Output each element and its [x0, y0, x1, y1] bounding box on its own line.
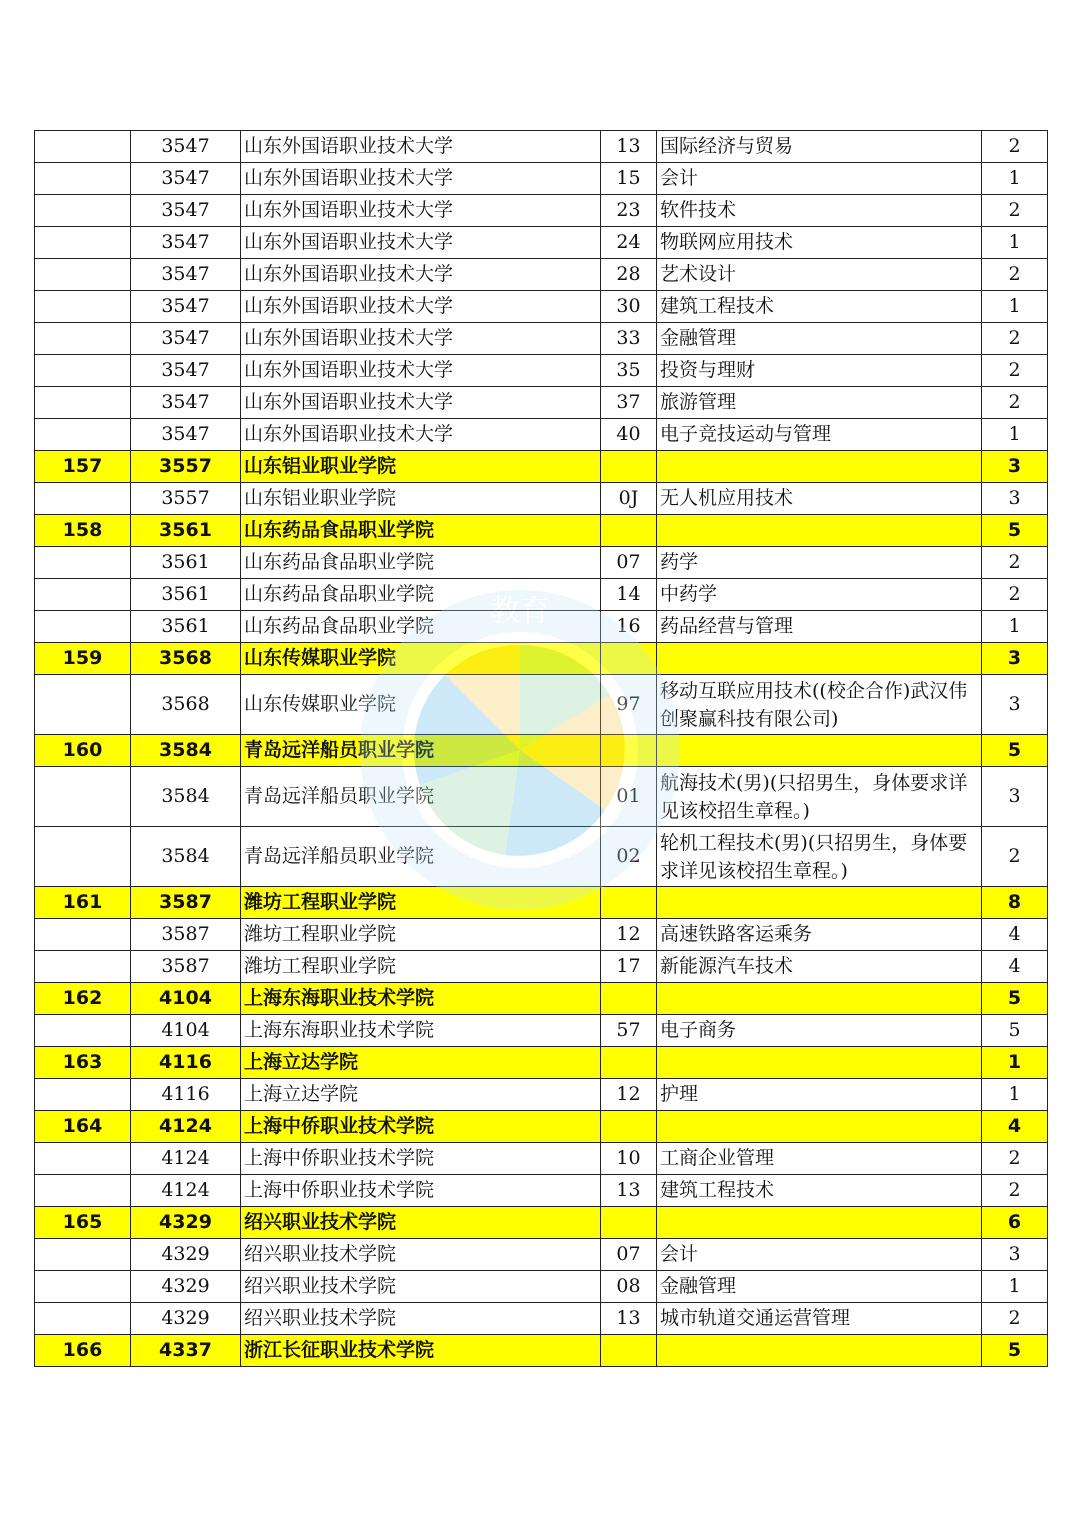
cell-school-code: 3587 [131, 919, 241, 951]
cell-school-code: 4124 [131, 1143, 241, 1175]
cell-school-code: 3547 [131, 227, 241, 259]
cell-major-code: 37 [601, 387, 657, 419]
cell-school-code: 3547 [131, 323, 241, 355]
cell-major-code [601, 887, 657, 919]
cell-school-code: 3568 [131, 643, 241, 675]
cell-seq [35, 547, 131, 579]
cell-count: 1 [982, 1271, 1048, 1303]
cell-school-name: 山东外国语职业技术大学 [241, 419, 601, 451]
cell-major-code: 17 [601, 951, 657, 983]
cell-school-name: 山东铝业职业学院 [241, 483, 601, 515]
cell-major-name: 电子竞技运动与管理 [657, 419, 982, 451]
cell-major-name [657, 451, 982, 483]
cell-school-code: 3557 [131, 451, 241, 483]
cell-seq [35, 1079, 131, 1111]
cell-major-name: 药品经营与管理 [657, 611, 982, 643]
table-row [35, 195, 1048, 227]
cell-count: 2 [982, 579, 1048, 611]
cell-school-code: 4329 [131, 1271, 241, 1303]
cell-major-code: 12 [601, 919, 657, 951]
school-group-row [35, 643, 1048, 675]
cell-school-name: 青岛远洋船员职业学院 [241, 735, 601, 767]
cell-count: 4 [982, 1111, 1048, 1143]
cell-major-code: 0J [601, 483, 657, 515]
cell-major-name: 艺术设计 [657, 259, 982, 291]
school-group-row [35, 983, 1048, 1015]
cell-major-code [601, 643, 657, 675]
cell-school-name: 上海东海职业技术学院 [241, 983, 601, 1015]
cell-school-code: 4124 [131, 1175, 241, 1207]
cell-count: 4 [982, 919, 1048, 951]
cell-count: 5 [982, 1015, 1048, 1047]
cell-school-name: 潍坊工程职业学院 [241, 919, 601, 951]
cell-count: 1 [982, 1047, 1048, 1079]
cell-count: 3 [982, 643, 1048, 675]
cell-school-code: 3557 [131, 483, 241, 515]
cell-school-code: 3584 [131, 735, 241, 767]
cell-major-name: 航海技术(男)(只招男生，身体要求详见该校招生章程。) [657, 767, 982, 827]
cell-count: 1 [982, 227, 1048, 259]
table-row [35, 483, 1048, 515]
cell-major-code: 07 [601, 1239, 657, 1271]
cell-count: 8 [982, 887, 1048, 919]
table-row [35, 827, 1048, 887]
cell-major-code [601, 515, 657, 547]
cell-count: 2 [982, 1303, 1048, 1335]
cell-seq: 159 [35, 643, 131, 675]
table-row [35, 419, 1048, 451]
cell-school-name: 山东外国语职业技术大学 [241, 387, 601, 419]
table-row [35, 1079, 1048, 1111]
cell-seq [35, 675, 131, 735]
table-row [35, 355, 1048, 387]
cell-seq [35, 767, 131, 827]
cell-major-code: 23 [601, 195, 657, 227]
school-group-row [35, 1335, 1048, 1367]
cell-major-name [657, 643, 982, 675]
cell-count: 1 [982, 419, 1048, 451]
cell-major-name: 护理 [657, 1079, 982, 1111]
cell-school-code: 4104 [131, 1015, 241, 1047]
cell-major-name: 轮机工程技术(男)(只招男生，身体要求详见该校招生章程。) [657, 827, 982, 887]
cell-major-name [657, 1335, 982, 1367]
cell-major-name: 软件技术 [657, 195, 982, 227]
cell-major-name: 金融管理 [657, 1271, 982, 1303]
cell-school-code: 4116 [131, 1079, 241, 1111]
cell-major-name [657, 1047, 982, 1079]
cell-count: 1 [982, 611, 1048, 643]
cell-major-name: 无人机应用技术 [657, 483, 982, 515]
cell-major-code: 24 [601, 227, 657, 259]
cell-school-code: 3561 [131, 579, 241, 611]
cell-major-name: 国际经济与贸易 [657, 131, 982, 163]
cell-count: 2 [982, 827, 1048, 887]
cell-school-name: 浙江长征职业技术学院 [241, 1335, 601, 1367]
cell-major-name: 投资与理财 [657, 355, 982, 387]
cell-school-code: 3561 [131, 515, 241, 547]
cell-school-name: 绍兴职业技术学院 [241, 1271, 601, 1303]
cell-major-name [657, 735, 982, 767]
table-body [35, 131, 1048, 1367]
cell-seq [35, 611, 131, 643]
cell-count: 4 [982, 951, 1048, 983]
cell-seq [35, 1015, 131, 1047]
cell-major-name: 移动互联应用技术((校企合作)武汉伟创聚赢科技有限公司) [657, 675, 982, 735]
table-row [35, 227, 1048, 259]
cell-school-code: 4329 [131, 1239, 241, 1271]
cell-seq [35, 195, 131, 227]
cell-seq: 161 [35, 887, 131, 919]
cell-school-code: 4104 [131, 983, 241, 1015]
cell-school-name: 山东外国语职业技术大学 [241, 163, 601, 195]
cell-seq [35, 291, 131, 323]
table-row [35, 1143, 1048, 1175]
cell-seq [35, 1143, 131, 1175]
cell-major-name: 新能源汽车技术 [657, 951, 982, 983]
cell-seq: 165 [35, 1207, 131, 1239]
cell-school-code: 3547 [131, 163, 241, 195]
cell-count: 1 [982, 1079, 1048, 1111]
cell-seq [35, 951, 131, 983]
enrollment-table [34, 130, 1048, 1367]
cell-major-code: 28 [601, 259, 657, 291]
cell-school-name: 潍坊工程职业学院 [241, 887, 601, 919]
table-row [35, 547, 1048, 579]
cell-major-code: 10 [601, 1143, 657, 1175]
cell-school-name: 绍兴职业技术学院 [241, 1303, 601, 1335]
cell-major-name: 药学 [657, 547, 982, 579]
cell-major-code: 15 [601, 163, 657, 195]
cell-major-name: 会计 [657, 163, 982, 195]
cell-count: 2 [982, 547, 1048, 579]
cell-seq: 166 [35, 1335, 131, 1367]
cell-school-name: 绍兴职业技术学院 [241, 1239, 601, 1271]
cell-count: 5 [982, 515, 1048, 547]
cell-major-code: 16 [601, 611, 657, 643]
cell-major-code: 13 [601, 1175, 657, 1207]
cell-major-code [601, 1207, 657, 1239]
cell-seq [35, 227, 131, 259]
cell-school-code: 3547 [131, 195, 241, 227]
cell-major-code [601, 1111, 657, 1143]
cell-major-code [601, 451, 657, 483]
cell-school-name: 上海中侨职业技术学院 [241, 1175, 601, 1207]
table-row [35, 323, 1048, 355]
cell-school-code: 3547 [131, 131, 241, 163]
cell-count: 5 [982, 1335, 1048, 1367]
cell-seq [35, 483, 131, 515]
cell-major-name: 工商企业管理 [657, 1143, 982, 1175]
cell-seq [35, 323, 131, 355]
table-row [35, 675, 1048, 735]
cell-school-code: 4337 [131, 1335, 241, 1367]
cell-school-name: 上海中侨职业技术学院 [241, 1143, 601, 1175]
table-row [35, 1271, 1048, 1303]
cell-count: 2 [982, 195, 1048, 227]
cell-count: 1 [982, 291, 1048, 323]
cell-school-code: 3547 [131, 387, 241, 419]
cell-school-name: 山东药品食品职业学院 [241, 611, 601, 643]
cell-school-name: 上海立达学院 [241, 1047, 601, 1079]
cell-major-code: 33 [601, 323, 657, 355]
cell-major-code [601, 735, 657, 767]
table-row [35, 1015, 1048, 1047]
cell-seq [35, 131, 131, 163]
cell-school-name: 山东外国语职业技术大学 [241, 227, 601, 259]
cell-major-name: 电子商务 [657, 1015, 982, 1047]
cell-count: 3 [982, 675, 1048, 735]
cell-school-code: 3547 [131, 259, 241, 291]
cell-major-name: 建筑工程技术 [657, 291, 982, 323]
table-row [35, 131, 1048, 163]
cell-school-code: 3587 [131, 951, 241, 983]
cell-count: 2 [982, 1143, 1048, 1175]
cell-school-code: 3561 [131, 611, 241, 643]
cell-major-code [601, 1047, 657, 1079]
table-row [35, 291, 1048, 323]
cell-school-code: 3547 [131, 355, 241, 387]
cell-major-code: 35 [601, 355, 657, 387]
cell-seq [35, 259, 131, 291]
table-row [35, 259, 1048, 291]
cell-seq: 162 [35, 983, 131, 1015]
cell-major-name: 金融管理 [657, 323, 982, 355]
cell-school-code: 4116 [131, 1047, 241, 1079]
cell-seq [35, 163, 131, 195]
table-row [35, 611, 1048, 643]
cell-seq: 163 [35, 1047, 131, 1079]
cell-major-name: 中药学 [657, 579, 982, 611]
cell-seq [35, 1271, 131, 1303]
cell-school-code: 3587 [131, 887, 241, 919]
table-row [35, 1175, 1048, 1207]
cell-school-name: 上海立达学院 [241, 1079, 601, 1111]
cell-seq: 164 [35, 1111, 131, 1143]
cell-count: 3 [982, 451, 1048, 483]
cell-count: 2 [982, 355, 1048, 387]
cell-school-name: 青岛远洋船员职业学院 [241, 827, 601, 887]
cell-seq: 158 [35, 515, 131, 547]
cell-major-code: 57 [601, 1015, 657, 1047]
cell-school-name: 上海中侨职业技术学院 [241, 1111, 601, 1143]
cell-count: 5 [982, 983, 1048, 1015]
cell-school-code: 3547 [131, 291, 241, 323]
cell-major-name [657, 515, 982, 547]
cell-count: 3 [982, 767, 1048, 827]
cell-seq [35, 355, 131, 387]
cell-school-name: 山东药品食品职业学院 [241, 515, 601, 547]
cell-major-code: 01 [601, 767, 657, 827]
cell-school-code: 3547 [131, 419, 241, 451]
cell-major-name: 物联网应用技术 [657, 227, 982, 259]
cell-school-name: 山东外国语职业技术大学 [241, 355, 601, 387]
school-group-row [35, 735, 1048, 767]
cell-count: 3 [982, 1239, 1048, 1271]
cell-major-code: 12 [601, 1079, 657, 1111]
cell-school-name: 山东外国语职业技术大学 [241, 131, 601, 163]
cell-major-name [657, 1207, 982, 1239]
cell-seq [35, 827, 131, 887]
cell-major-name [657, 887, 982, 919]
cell-school-code: 3561 [131, 547, 241, 579]
cell-major-code: 07 [601, 547, 657, 579]
school-group-row [35, 1207, 1048, 1239]
cell-count: 6 [982, 1207, 1048, 1239]
cell-school-name: 绍兴职业技术学院 [241, 1207, 601, 1239]
cell-seq [35, 579, 131, 611]
cell-major-code [601, 983, 657, 1015]
cell-school-code: 3584 [131, 827, 241, 887]
table-row [35, 951, 1048, 983]
cell-seq [35, 1239, 131, 1271]
cell-school-name: 山东药品食品职业学院 [241, 547, 601, 579]
cell-major-name: 建筑工程技术 [657, 1175, 982, 1207]
school-group-row [35, 1111, 1048, 1143]
school-group-row [35, 1047, 1048, 1079]
cell-count: 1 [982, 163, 1048, 195]
cell-seq [35, 419, 131, 451]
cell-major-name: 城市轨道交通运营管理 [657, 1303, 982, 1335]
cell-count: 2 [982, 1175, 1048, 1207]
cell-seq: 160 [35, 735, 131, 767]
cell-seq [35, 387, 131, 419]
cell-major-name: 旅游管理 [657, 387, 982, 419]
cell-school-code: 4124 [131, 1111, 241, 1143]
cell-school-name: 山东外国语职业技术大学 [241, 259, 601, 291]
cell-school-name: 山东外国语职业技术大学 [241, 323, 601, 355]
cell-school-name: 潍坊工程职业学院 [241, 951, 601, 983]
cell-count: 2 [982, 131, 1048, 163]
cell-school-name: 上海东海职业技术学院 [241, 1015, 601, 1047]
cell-school-name: 山东药品食品职业学院 [241, 579, 601, 611]
cell-seq [35, 919, 131, 951]
table-row [35, 163, 1048, 195]
cell-major-name: 高速铁路客运乘务 [657, 919, 982, 951]
cell-school-name: 山东传媒职业学院 [241, 643, 601, 675]
table-row [35, 1303, 1048, 1335]
cell-count: 2 [982, 387, 1048, 419]
school-group-row [35, 887, 1048, 919]
cell-major-code: 02 [601, 827, 657, 887]
cell-school-code: 3568 [131, 675, 241, 735]
cell-major-code: 13 [601, 131, 657, 163]
watermark-text: 教育 [490, 594, 550, 629]
cell-school-code: 3584 [131, 767, 241, 827]
cell-major-code: 13 [601, 1303, 657, 1335]
cell-school-name: 山东传媒职业学院 [241, 675, 601, 735]
cell-school-name: 青岛远洋船员职业学院 [241, 767, 601, 827]
cell-count: 3 [982, 483, 1048, 515]
cell-school-name: 山东外国语职业技术大学 [241, 195, 601, 227]
cell-seq [35, 1303, 131, 1335]
cell-count: 2 [982, 323, 1048, 355]
cell-major-code: 30 [601, 291, 657, 323]
enrollment-table-container [34, 130, 1047, 1367]
cell-school-code: 4329 [131, 1303, 241, 1335]
cell-major-code: 14 [601, 579, 657, 611]
cell-count: 2 [982, 259, 1048, 291]
school-group-row [35, 515, 1048, 547]
cell-count: 5 [982, 735, 1048, 767]
cell-school-code: 4329 [131, 1207, 241, 1239]
table-row [35, 1239, 1048, 1271]
cell-seq [35, 1175, 131, 1207]
cell-school-name: 山东外国语职业技术大学 [241, 291, 601, 323]
cell-school-name: 山东铝业职业学院 [241, 451, 601, 483]
cell-major-name [657, 983, 982, 1015]
cell-major-name: 会计 [657, 1239, 982, 1271]
cell-seq: 157 [35, 451, 131, 483]
table-row [35, 767, 1048, 827]
cell-major-name [657, 1111, 982, 1143]
cell-major-code: 97 [601, 675, 657, 735]
cell-major-code: 40 [601, 419, 657, 451]
table-row [35, 579, 1048, 611]
school-group-row [35, 451, 1048, 483]
table-row [35, 919, 1048, 951]
table-row [35, 387, 1048, 419]
cell-major-code [601, 1335, 657, 1367]
cell-major-code: 08 [601, 1271, 657, 1303]
